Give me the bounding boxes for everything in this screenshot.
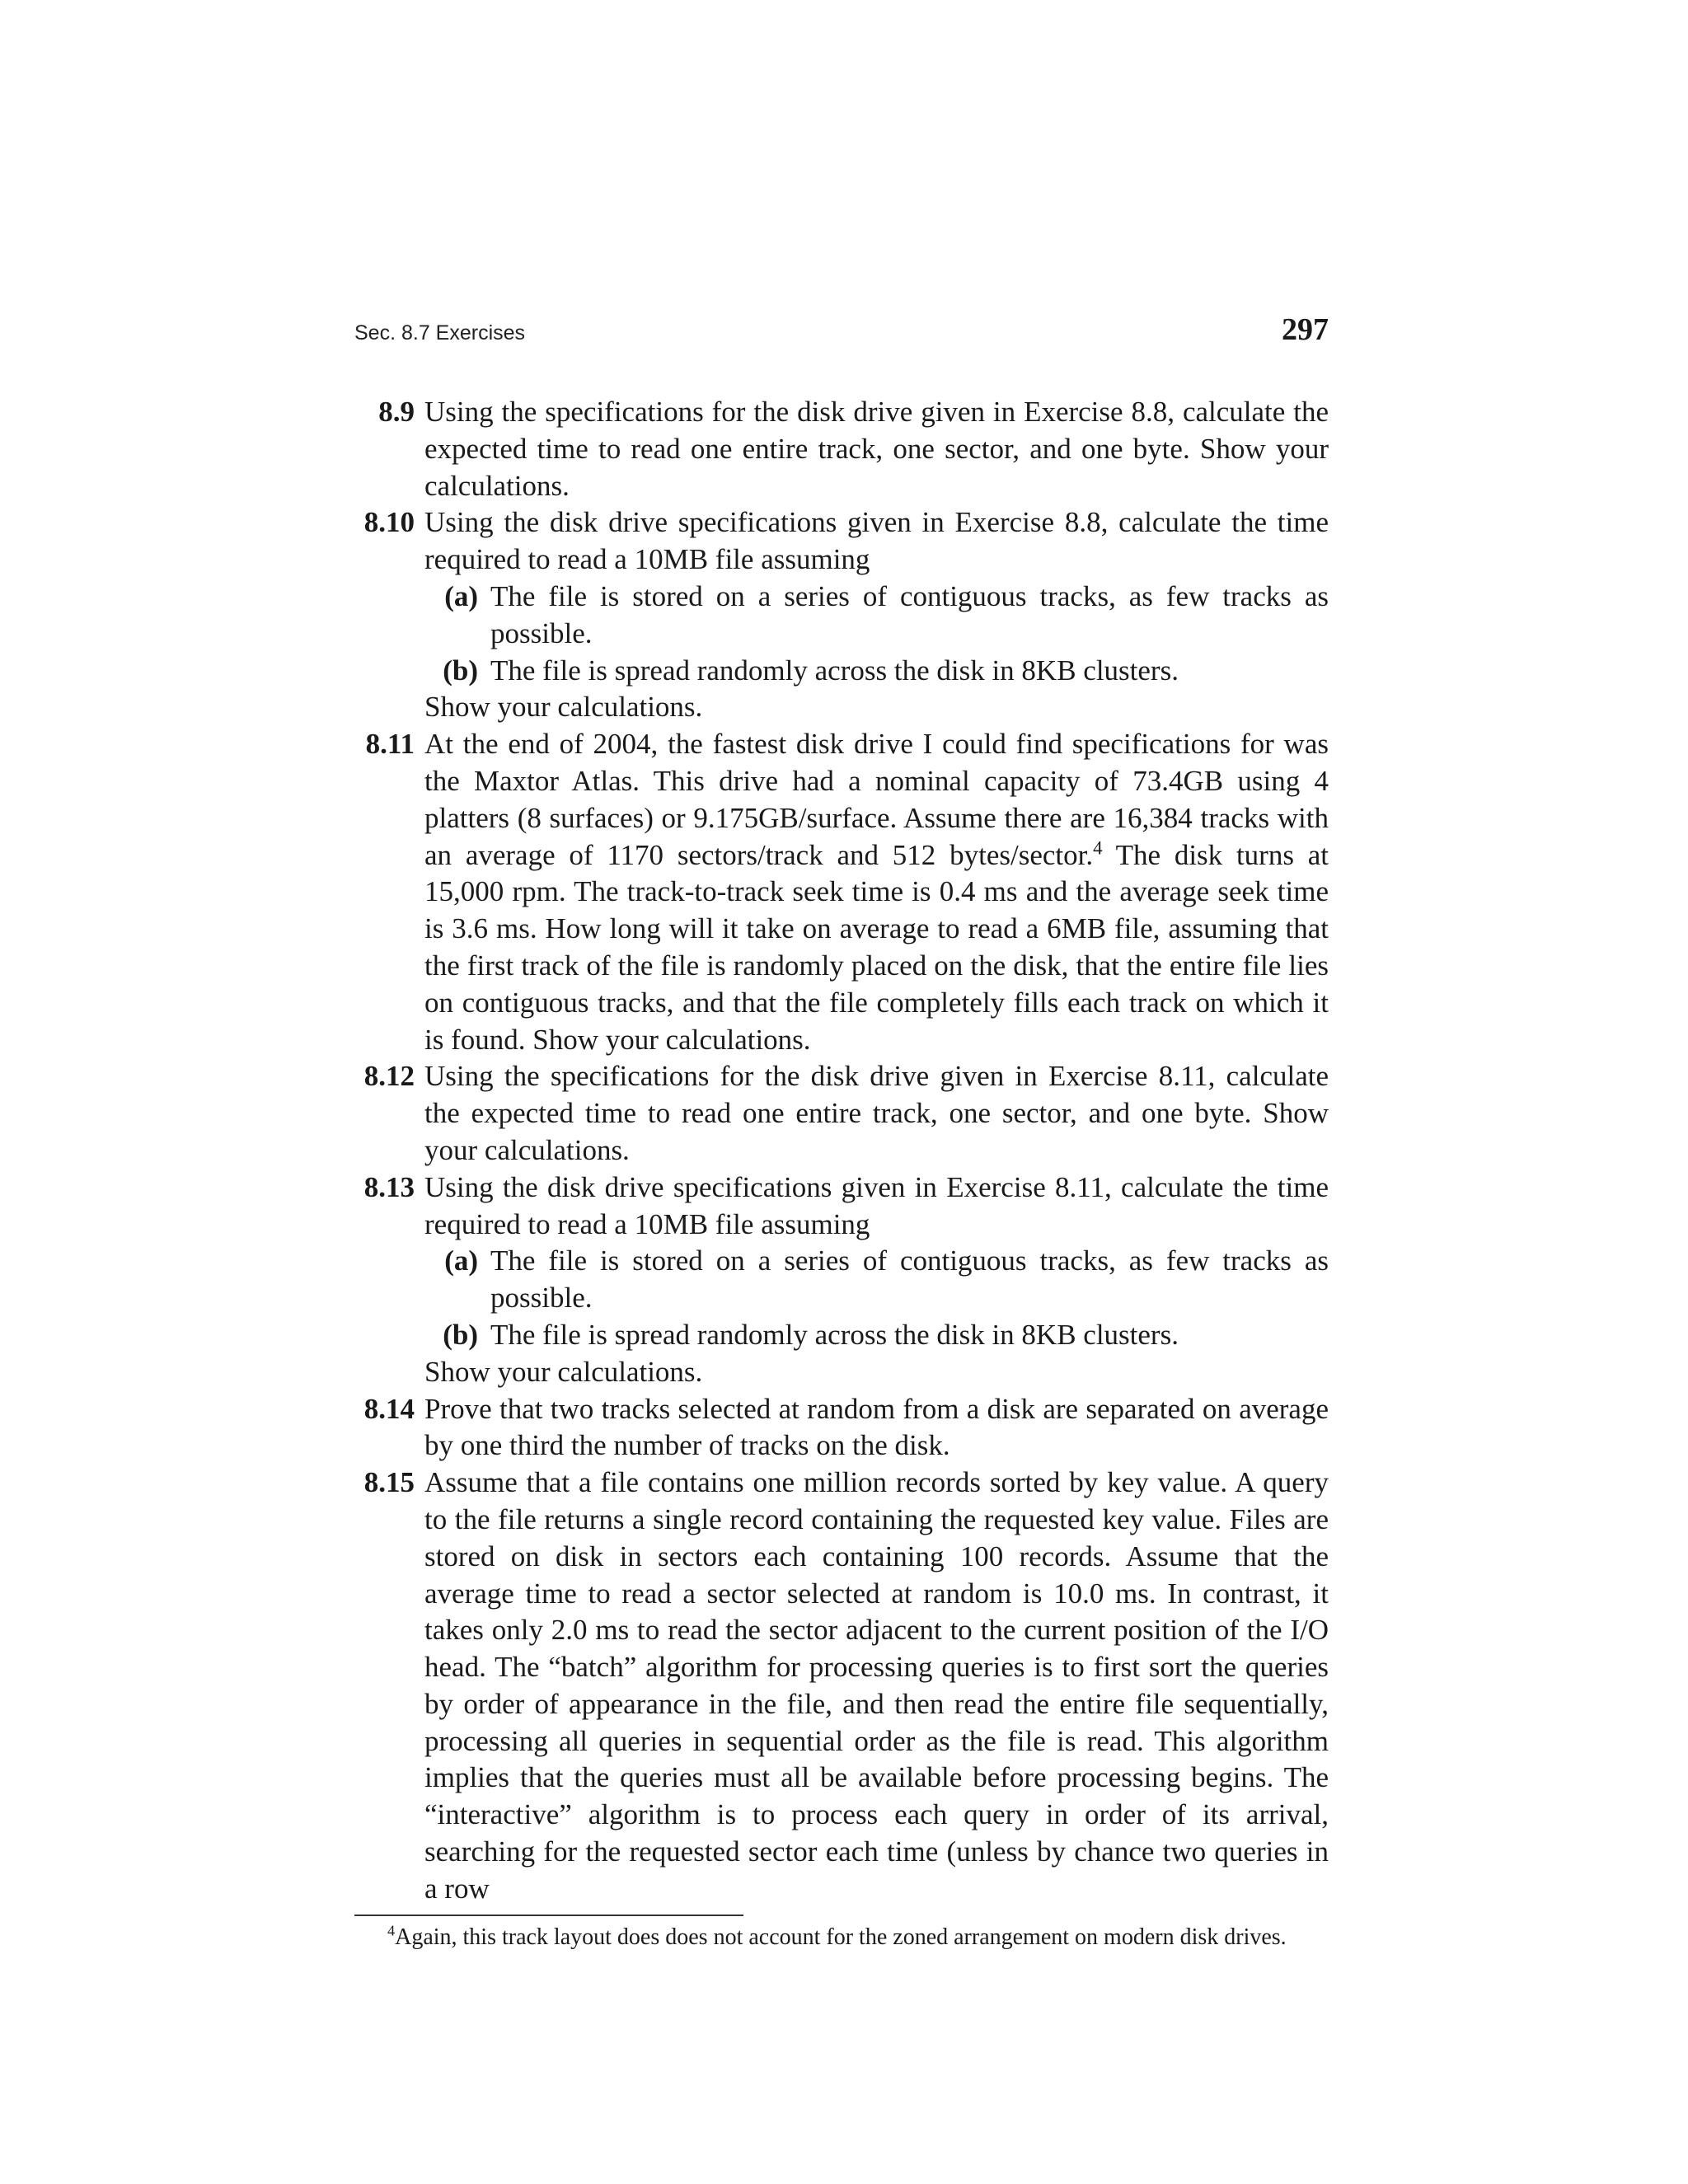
part-text: The file is spread randomly across the disk in 8KB clusters. bbox=[490, 1318, 1179, 1351]
exercise-number: 8.12 bbox=[363, 1060, 415, 1093]
part-label: (a) bbox=[444, 1244, 478, 1277]
exercise-text: Using the specifications for the disk drive given in Exercise 8.8, calculate the expected time to read one entire track, one sector, and one byte. Show your calculations. bbox=[424, 396, 1329, 502]
part-text: The file is stored on a series of contiguous tracks, as few tracks as possible. bbox=[490, 579, 1329, 649]
exercise-number: 8.10 bbox=[363, 506, 415, 539]
exercise-part-a bbox=[424, 579, 1329, 653]
part-label: (b) bbox=[443, 1318, 478, 1351]
exercise-closing: Show your calculations. bbox=[424, 691, 703, 724]
exercise-text: Using the disk drive specifications given in Exercise 8.8, calculate the time required to read a 10MB file assuming bbox=[424, 506, 1329, 576]
exercise-text: Assume that a file contains one million records sorted by key value. A query to the file returns a single record containing the requested key value. Files are stored on disk in sectors each containing 100 records. Assume that the average time to read a sector selected at random is 10.0 ms. In contrast, it takes only 2.0 ms to read the sector adjacent to the current position of the I/O head. The “batch” algorithm for processing queries is to first sort the queries by order of appearance in the file, and then read the entire file sequentially, processing all queries in sequential order as the file is read. This algorithm implies that the queries must all be available before processing begins. The “interactive” algorithm is to process each query in order of its arrival, searching for the requested sector each time (unless by chance two queries in a row bbox=[424, 1466, 1329, 1905]
exercise-closing: Show your calculations. bbox=[424, 1355, 703, 1388]
exercise-8-13 bbox=[346, 1169, 1329, 1391]
exercise-text-part-2: The disk turns at 15,000 rpm. The track-to-track seek time is 0.4 ms and the average seek time is 3.6 ms. How long will it take on average to read a 6MB file, assuming that the first track of the file is randomly placed on the disk, that the entire file lies on contiguous tracks, and that the file completely fills each track on which it is found. Show your calculations. bbox=[424, 838, 1329, 1056]
part-text: The file is stored on a series of contiguous tracks, as few tracks as possible. bbox=[490, 1244, 1329, 1315]
footnote-text: Again, this track layout does does not account for the zoned arrangement on modern disk drives. bbox=[395, 1924, 1287, 1950]
page-number: 297 bbox=[1282, 312, 1329, 347]
exercise-8-10 bbox=[346, 504, 1329, 726]
exercise-number: 8.13 bbox=[363, 1170, 415, 1203]
exercise-number: 8.14 bbox=[363, 1392, 415, 1425]
exercise-text-part-1: At the end of 2004, the fastest disk drive I could find specifications for was the Maxtor Atlas. This drive had a nominal capacity of 73.4GB using 4 platters (8 surfaces) or 9.175GB/surface. Assume there are 16,384 tracks with an average of 1170 sectors/track and 512 bytes/sector. bbox=[424, 728, 1329, 871]
exercise-8-15 bbox=[346, 1465, 1329, 1908]
footnote-divider bbox=[354, 1915, 743, 1916]
footnote bbox=[387, 1923, 1335, 1952]
exercise-list bbox=[346, 394, 1329, 1908]
footnote-reference: 4 bbox=[1093, 837, 1103, 858]
footnote-mark: 4 bbox=[387, 1922, 396, 1939]
part-text: The file is spread randomly across the disk in 8KB clusters. bbox=[490, 654, 1179, 687]
exercise-text: Using the specifications for the disk drive given in Exercise 8.11, calculate the expected time to read one entire track, one sector, and one byte. Show your calculations. bbox=[424, 1060, 1329, 1166]
exercise-part-a bbox=[424, 1243, 1329, 1317]
running-header: Sec. 8.7 Exercises bbox=[354, 321, 526, 344]
exercise-part-b bbox=[424, 653, 1329, 690]
exercise-8-9 bbox=[346, 394, 1329, 504]
exercise-text: Prove that two tracks selected at random from a disk are separated on average by one third the number of tracks on the disk. bbox=[424, 1392, 1329, 1462]
exercise-8-12 bbox=[346, 1058, 1329, 1169]
exercise-number: 8.15 bbox=[363, 1466, 415, 1499]
exercise-number: 8.9 bbox=[378, 396, 415, 428]
exercise-text bbox=[424, 726, 1329, 1058]
part-label: (a) bbox=[444, 579, 478, 612]
part-label: (b) bbox=[443, 654, 478, 687]
exercise-8-14 bbox=[346, 1391, 1329, 1465]
exercise-part-b bbox=[424, 1317, 1329, 1354]
exercise-text: Using the disk drive specifications given in Exercise 8.11, calculate the time required to read a 10MB file assuming bbox=[424, 1170, 1329, 1240]
exercise-8-11 bbox=[346, 726, 1329, 1058]
exercise-number: 8.11 bbox=[365, 728, 415, 761]
